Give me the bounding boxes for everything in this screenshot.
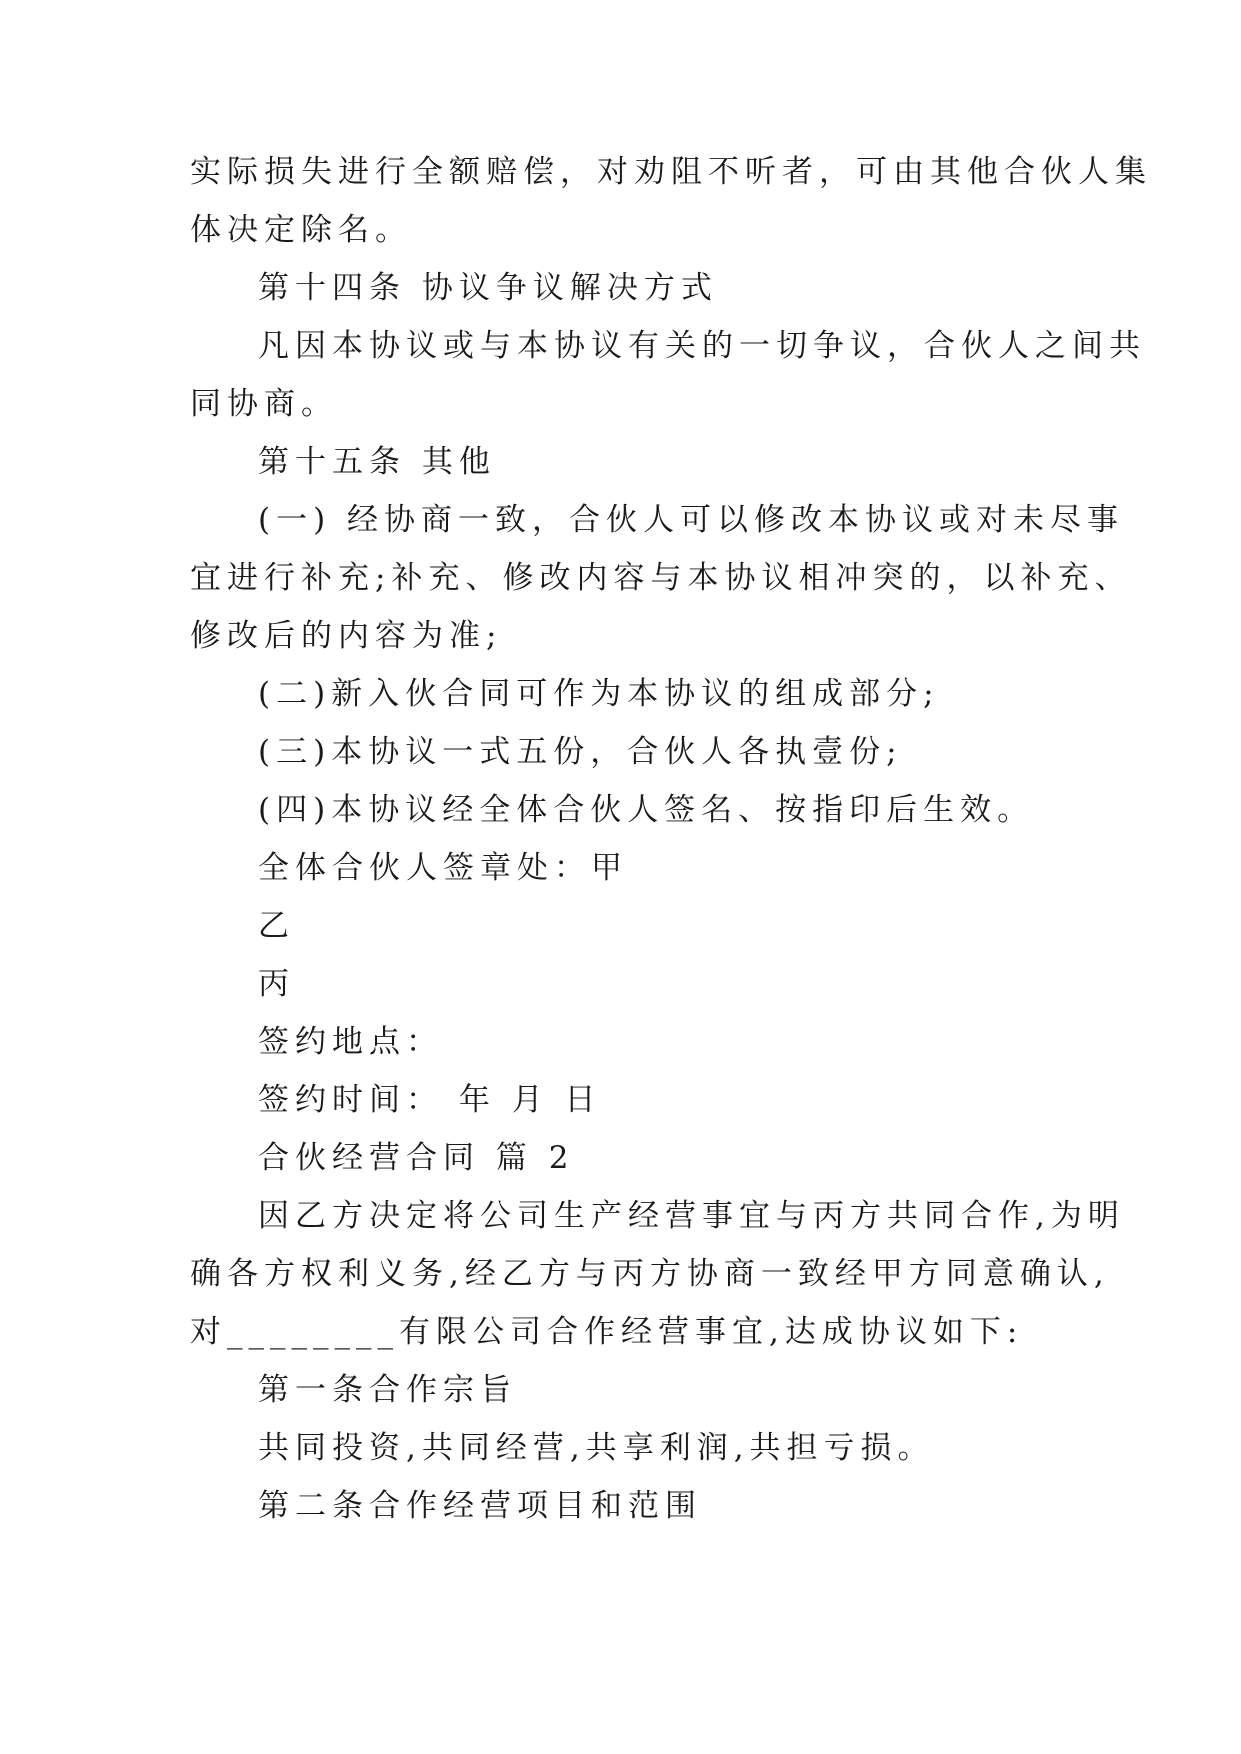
contract-title: 合伙经营合同 篇 2 xyxy=(258,1140,575,1176)
paragraph-line: 宜进行补充;补充、修改内容与本协议相冲突的，以补充、 xyxy=(190,560,1132,596)
paragraph-line: 确各方权利义务,经乙方与丙方协商一致经甲方同意确认, xyxy=(190,1256,1110,1292)
paragraph-line: (二)新入伙合同可作为本协议的组成部分; xyxy=(258,676,940,712)
paragraph-line: 对________有限公司合作经营事宜,达成协议如下: xyxy=(190,1314,1024,1350)
paragraph-line: (一) 经协商一致，合伙人可以修改本协议或对未尽事 xyxy=(258,502,1125,538)
section-heading: 第十四条 协议争议解决方式 xyxy=(258,270,718,306)
signing-place: 签约地点： xyxy=(258,1024,443,1060)
paragraph-line: (三)本协议一式五份，合伙人各执壹份; xyxy=(258,734,903,770)
paragraph-line: 共同投资,共同经营,共享利润,共担亏损。 xyxy=(258,1430,935,1466)
paragraph-line: 修改后的内容为准; xyxy=(190,618,503,654)
section-heading: 第二条合作经营项目和范围 xyxy=(258,1488,702,1524)
paragraph-line: 同协商。 xyxy=(190,386,338,422)
signature-line: 乙 xyxy=(258,908,295,944)
paragraph-line: 凡因本协议或与本协议有关的一切争议，合伙人之间共 xyxy=(258,328,1146,364)
section-heading: 第十五条 其他 xyxy=(258,444,496,480)
paragraph-line: 体决定除名。 xyxy=(190,212,412,248)
paragraph-line: 实际损失进行全额赔偿，对劝阻不听者，可由其他合伙人集 xyxy=(190,154,1152,190)
signature-line: 丙 xyxy=(258,966,295,1002)
signing-date: 签约时间： 年 月 日 xyxy=(258,1082,602,1118)
section-heading: 第一条合作宗旨 xyxy=(258,1372,517,1408)
signature-line: 全体合伙人签章处：甲 xyxy=(258,850,628,886)
paragraph-line: (四)本协议经全体合伙人签名、按指印后生效。 xyxy=(258,792,1035,828)
paragraph-line: 因乙方决定将公司生产经营事宜与丙方共同合作,为明 xyxy=(258,1198,1125,1234)
